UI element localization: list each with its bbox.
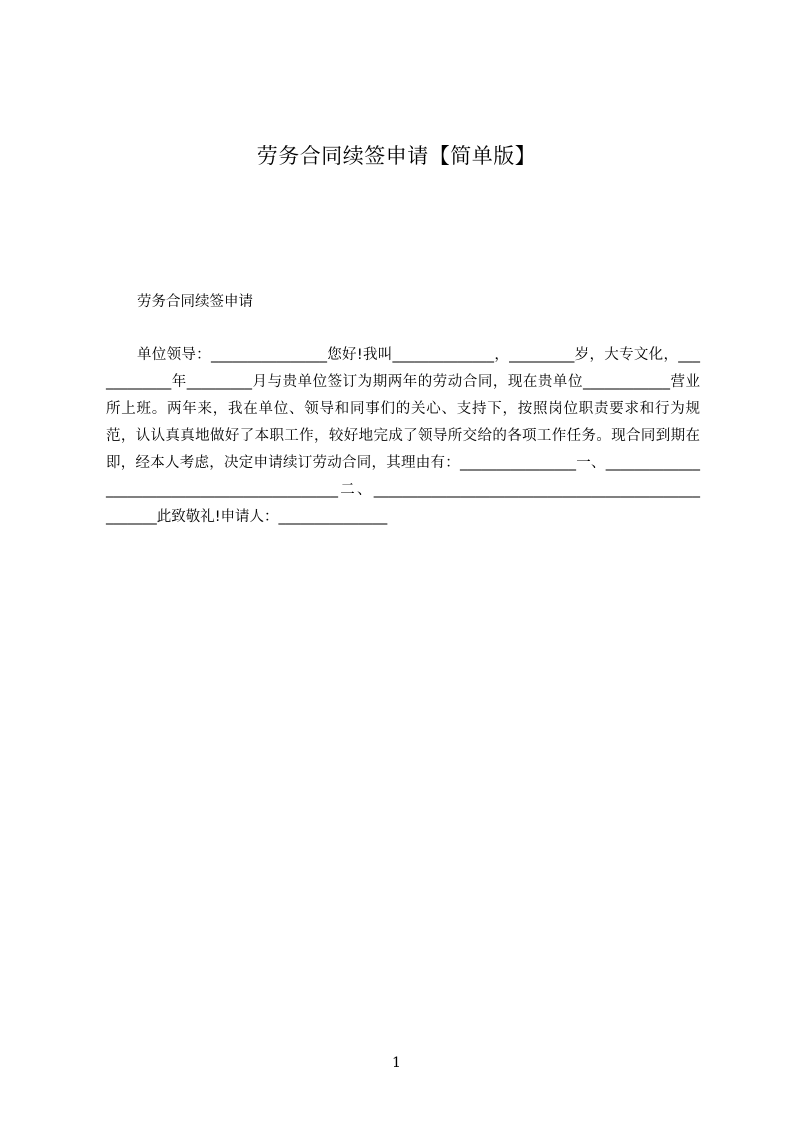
document-title: 劳务合同续签申请【简单版】: [256, 144, 537, 168]
document-body: 单位领导：________________您好!我叫______________，_________岁，大专文化，____________年_________月与贵单位签订为期两年的劳动合同，现在贵单位____________营业所上班。两年来，我在单位、领导和同事们的关心、支持下，按照岗位职责要求和行为规范，认认真真地做好了本职工作，较好地完成了领导所交给的各项工作任务。现合同到期在即，经本人考虑，决定申请续订劳动合同，其理由有：________________一、_____________________________________________二、____________________________________________________此致敬礼!申请人：_______________: [106, 347, 700, 525]
page-number: 1: [392, 1055, 401, 1071]
document-subtitle: 劳务合同续签申请: [137, 294, 253, 310]
